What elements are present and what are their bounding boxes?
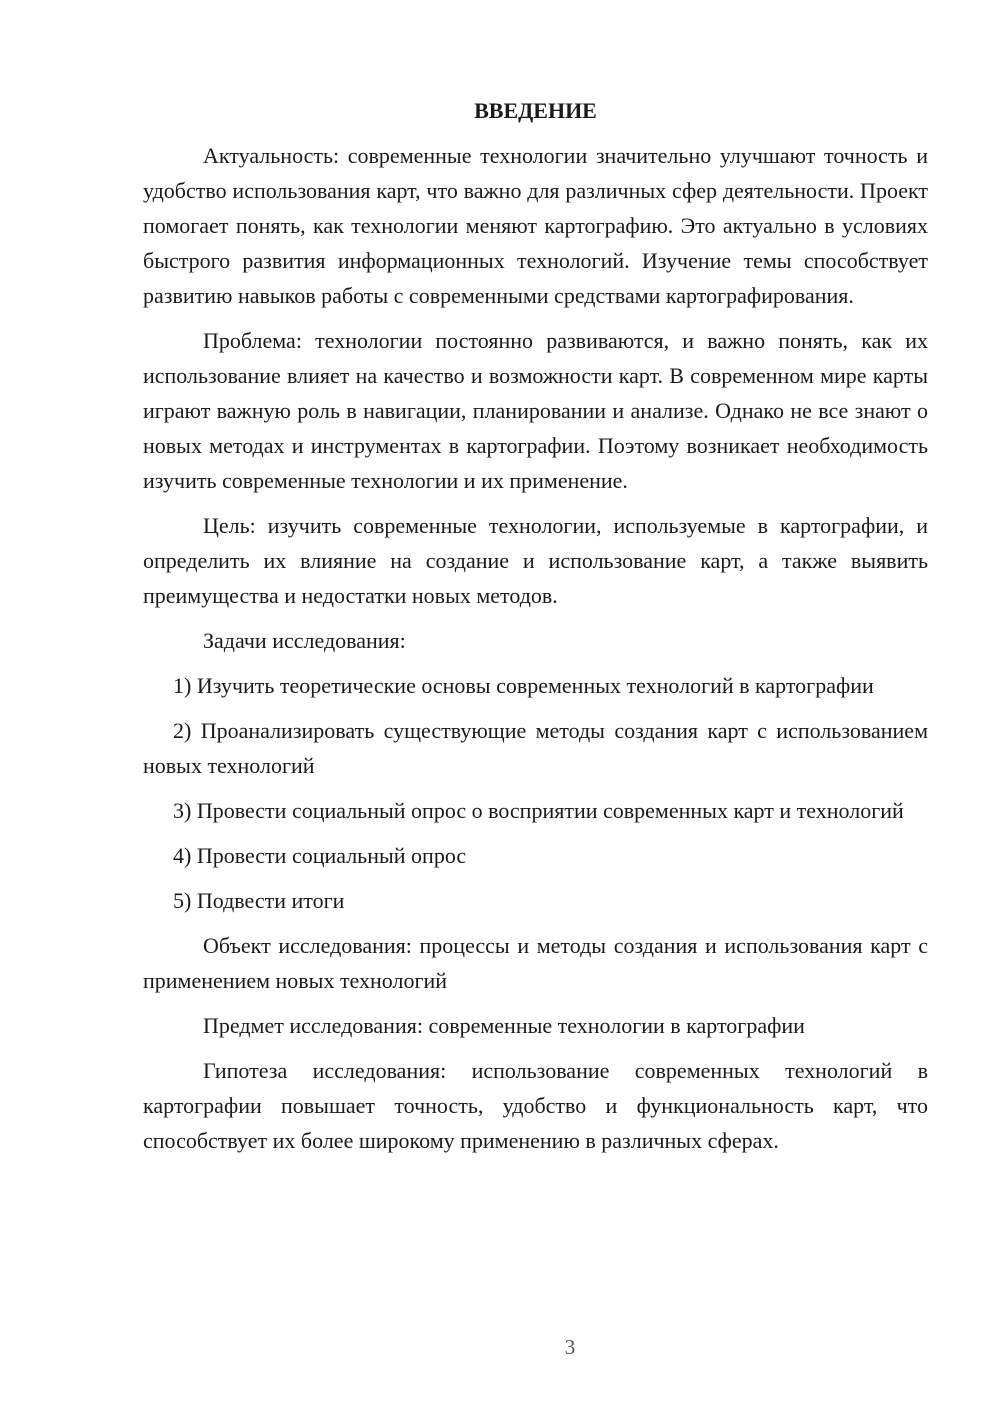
- tasks-heading: Задачи исследования:: [203, 628, 406, 653]
- page-content: [143, 93, 928, 1168]
- page-number: 3: [564, 1335, 576, 1359]
- relevance-paragraph: Актуальность: современные технологии значительно улучшают точность и удобство использования карт, что важно для различных сфер деятельности. Проект помогает понять, как технологии меняют картографию. Это актуально в условиях быстрого развития информационных технологий. Изучение темы способствует развитию навыков работы с современными средствами картографирования.: [143, 143, 928, 308]
- task-item: 2) Проанализировать существующие методы создания карт с использованием новых технологий: [143, 718, 928, 778]
- task-item: 1) Изучить теоретические основы современных технологий в картографии: [173, 673, 874, 698]
- section-title: ВВЕДЕНИЕ: [474, 98, 597, 123]
- hypothesis-paragraph: Гипотеза исследования: использование современных технологий в картографии повышает точность, удобство и функциональность карт, что способствует их более широкому применению в различных сферах.: [143, 1058, 928, 1153]
- subject-paragraph: Предмет исследования: современные технологии в картографии: [203, 1013, 805, 1038]
- problem-paragraph: Проблема: технологии постоянно развиваются, и важно понять, как их использование влияет на качество и возможности карт. В современном мире карты играют важную роль в навигации, планировании и анализе. Однако не все знают о новых методах и инструментах в картографии. Поэтому возникает необходимость изучить современные технологии и их применение.: [143, 328, 928, 493]
- goal-paragraph: Цель: изучить современные технологии, используемые в картографии, и определить их влияние на создание и использование карт, а также выявить преимущества и недостатки новых методов.: [143, 513, 928, 608]
- task-item: 4) Провести социальный опрос: [173, 843, 467, 868]
- task-item: 3) Провести социальный опрос о восприятии современных карт и технологий: [173, 798, 904, 823]
- task-item: 5) Подвести итоги: [173, 888, 345, 913]
- object-paragraph: Объект исследования: процессы и методы создания и использования карт с применением новых технологий: [143, 933, 928, 993]
